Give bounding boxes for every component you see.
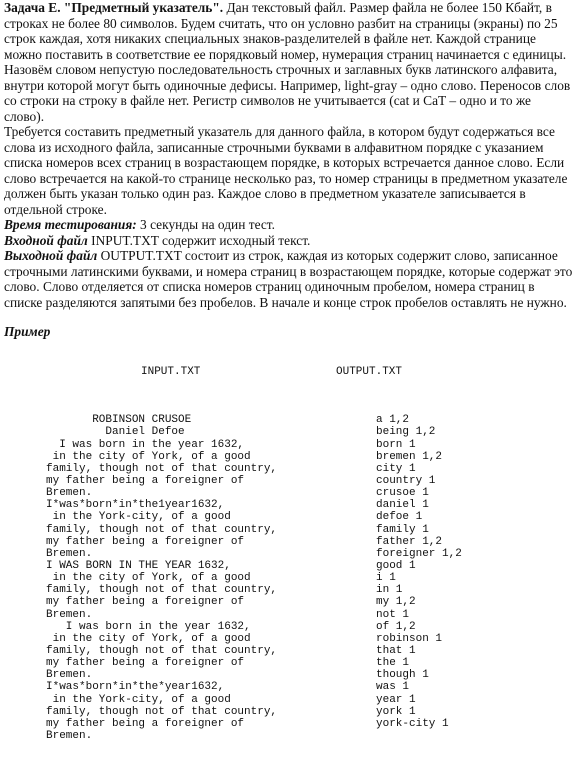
input-example-line: Bremen. xyxy=(46,609,296,621)
input-example-line: my father being a foreigner of xyxy=(46,657,296,669)
input-example-line: in the city of York, of a good xyxy=(46,451,296,463)
output-file-text: OUTPUT.TXT состоит из строк, каждая из которых содержит слово, записанное строчными латинскими буквами, и номера страниц в возрастающем порядке, которые содержат это слово. Слово отделяется от списка номеров страниц одиночным пробелом, номера страниц в списке разделяются запятыми без пробелов. В начале и конце строк пробелов оставлять не нужно. xyxy=(4,248,572,310)
task-statement xyxy=(4,0,573,342)
time-limit-label: Время тестирования: xyxy=(4,217,137,232)
input-example-line: in the York-city, of a good xyxy=(46,511,296,523)
input-example-line: Daniel Defoe xyxy=(46,426,296,438)
input-file-text: INPUT.TXT содержит исходный текст. xyxy=(88,233,311,248)
input-example-line: family, though not of that country, xyxy=(46,524,296,536)
output-example-line: my 1,2 xyxy=(376,596,556,608)
output-example-line: was 1 xyxy=(376,681,556,693)
output-example xyxy=(376,342,556,755)
output-example-line: robinson 1 xyxy=(376,633,556,645)
task-requirements: Требуется составить предметный указатель для данного файла, в котором будут содержаться все слова из исходного файла, записанные строчными буквами в алфавитном порядке с указанием списка номеров всех страниц в возрастающем порядке, в которых встречается данное слово. Если слово встречается на какой-то странице несколько раз, то номер страницы в предметном указателе должен быть указан только один раз. Каждое слово в предметном указателе записывается в отдельной строке. xyxy=(4,124,573,217)
output-example-line: bremen 1,2 xyxy=(376,451,556,463)
input-example-line: in the city of York, of a good xyxy=(46,633,296,645)
output-example-line: the 1 xyxy=(376,657,556,669)
output-example-line: defoe 1 xyxy=(376,511,556,523)
input-example-line: in the city of York, of a good xyxy=(46,572,296,584)
input-example-line: family, though not of that country, xyxy=(46,706,296,718)
output-example-line: a 1,2 xyxy=(376,414,556,426)
input-example-line: Bremen. xyxy=(46,548,296,560)
time-limit-value: 3 секунды на один тест. xyxy=(137,217,275,232)
input-example-line: my father being a foreigner of xyxy=(46,536,296,548)
input-example xyxy=(46,342,296,766)
input-example-line: family, though not of that country, xyxy=(46,463,296,475)
output-example-line: being 1,2 xyxy=(376,426,556,438)
input-example-line: Bremen. xyxy=(46,487,296,499)
example-title: Пример xyxy=(4,324,573,340)
output-example-line: york-city 1 xyxy=(376,718,556,730)
input-example-line: Bremen. xyxy=(46,730,296,742)
output-example-line: york 1 xyxy=(376,706,556,718)
output-example-line: born 1 xyxy=(376,439,556,451)
input-example-header: INPUT.TXT xyxy=(46,366,296,378)
output-example-line: country 1 xyxy=(376,475,556,487)
input-example-line: I*was*born*in*the*year1632, xyxy=(46,681,296,693)
input-example-line: in the York-city, of a good xyxy=(46,694,296,706)
output-example-line: good 1 xyxy=(376,560,556,572)
output-example-line: daniel 1 xyxy=(376,499,556,511)
output-example-line: crusoe 1 xyxy=(376,487,556,499)
output-example-line: foreigner 1,2 xyxy=(376,548,556,560)
output-example-line: year 1 xyxy=(376,694,556,706)
time-limit xyxy=(4,217,573,233)
input-example-lines xyxy=(46,414,296,742)
task-description xyxy=(4,0,573,124)
task-description-text: Дан текстовый файл. Размер файла не более 150 Кбайт, в строках не более 80 символов. Будем считать, что он условно разбит на страницы (экраны) по 25 строк каждая, хотя никаких специальных знаков-разделителей в файле нет. Каждой странице можно поставить в соответствие ее порядковый номер, нумерация страниц начинается с единицы. Назовём словом непустую последовательность строчных и заглавных букв латинского алфавита, внутри которой могут быть одиночные дефисы. Например, light-gray – одно слово. Переносов слов со строки на строку в файле нет. Регистр символов не учитывается (cat и CaT – одно и то же слово). xyxy=(4,0,570,124)
input-example-line: Bremen. xyxy=(46,669,296,681)
input-file-label: Входной файл xyxy=(4,233,88,248)
input-example-line: I was born in the year 1632, xyxy=(46,621,296,633)
input-example-line: family, though not of that country, xyxy=(46,584,296,596)
input-example-line: family, though not of that country, xyxy=(46,645,296,657)
input-example-line: my father being a foreigner of xyxy=(46,596,296,608)
output-example-header: OUTPUT.TXT xyxy=(336,366,556,378)
output-example-lines xyxy=(376,414,556,730)
output-example-line: in 1 xyxy=(376,584,556,596)
input-example-line: ROBINSON CRUSOE xyxy=(46,414,296,426)
output-example-line: though 1 xyxy=(376,669,556,681)
output-example-line: not 1 xyxy=(376,609,556,621)
input-example-line: I*was*born*in*the1year1632, xyxy=(46,499,296,511)
task-title: Задача E. "Предметный указатель". xyxy=(4,0,223,15)
input-example-line: I was born in the year 1632, xyxy=(46,439,296,451)
input-example-line: my father being a foreigner of xyxy=(46,475,296,487)
output-example-line: i 1 xyxy=(376,572,556,584)
input-example-line: I WAS BORN IN THE YEAR 1632, xyxy=(46,560,296,572)
output-file-label: Выходной файл xyxy=(4,248,97,263)
output-example-line: of 1,2 xyxy=(376,621,556,633)
output-example-line: father 1,2 xyxy=(376,536,556,548)
output-example-line: city 1 xyxy=(376,463,556,475)
output-example-line: that 1 xyxy=(376,645,556,657)
output-example-line: family 1 xyxy=(376,524,556,536)
input-file-description xyxy=(4,233,573,249)
input-example-line: my father being a foreigner of xyxy=(46,718,296,730)
output-file-description xyxy=(4,248,573,310)
